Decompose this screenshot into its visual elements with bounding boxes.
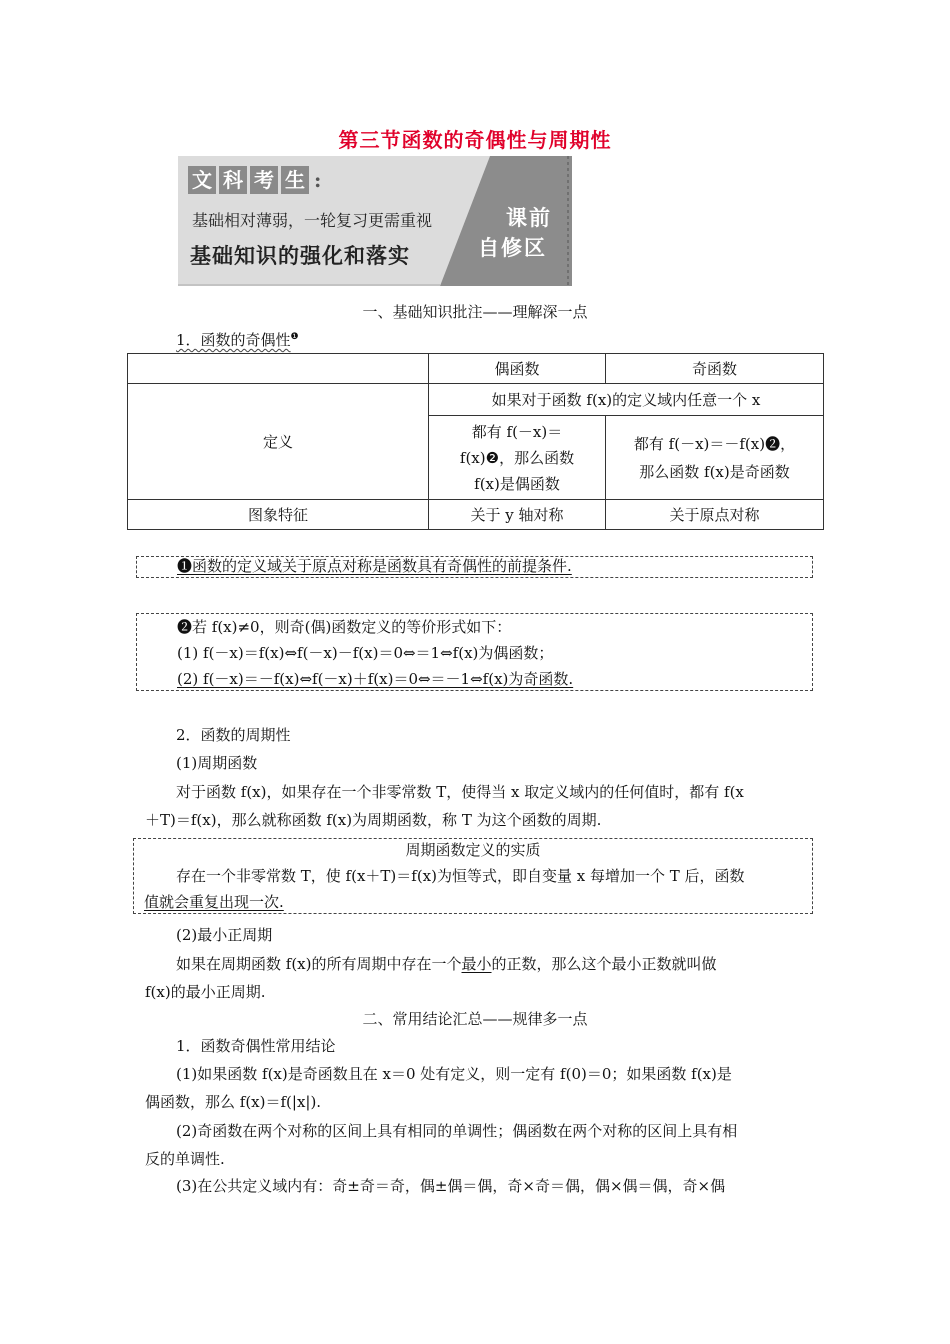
paragraph-line: (3)在公共定义域内有：奇±奇＝奇，偶±偶＝偶，奇×奇＝偶，偶×偶＝偶，奇×偶 <box>176 1177 726 1195</box>
paragraph-line <box>176 953 717 975</box>
paragraph-line: 对于函数 f(x)，如果存在一个非零常数 T，使得当 x 取定义域内的任何值时，都有 f(x <box>176 783 744 801</box>
tag-char: 文 <box>188 166 216 194</box>
even-graph: 关于 y 轴对称 <box>429 500 606 530</box>
footnote-marker: ❶ <box>290 332 299 342</box>
tag-colon: : <box>314 168 322 192</box>
parity-table <box>127 353 824 530</box>
banner-label-top: 课前 <box>506 206 552 230</box>
note-1-text: ❶函数的定义域关于原点对称是函数具有奇偶性的前提条件. <box>177 557 572 575</box>
item-heading-parity <box>176 326 299 351</box>
note-box-3 <box>133 838 813 914</box>
section-heading-1: 一、基础知识批注——理解深一点 <box>362 303 588 321</box>
paragraph-line: 偶函数，那么 f(x)＝f(|x|). <box>145 1093 322 1111</box>
paragraph-line: (1)如果函数 f(x)是奇函数且在 x＝0 处有定义，则一定有 f(0)＝0；如果函数 f(x)是 <box>176 1065 732 1083</box>
paragraph-line: ＋T)＝f(x)，那么就称函数 f(x)为周期函数，称 T 为这个函数的周期. <box>145 811 602 829</box>
subheading-periodic: (1)周期函数 <box>176 754 258 772</box>
banner-subtitle: 基础相对薄弱，一轮复习更需重视 <box>192 211 433 230</box>
odd-graph: 关于原点对称 <box>606 500 824 530</box>
even-definition <box>429 416 606 500</box>
header-even: 偶函数 <box>429 354 606 384</box>
box-3-title: 周期函数定义的实质 <box>405 841 541 859</box>
box-3-line: 存在一个非零常数 T，使 f(x＋T)＝f(x)为恒等式，即自变量 x 每增加一个 T 后，函数 <box>176 867 745 885</box>
banner-headline: 基础知识的强化和落实 <box>190 244 410 268</box>
even-def-line: f(x)是偶函数 <box>474 474 560 493</box>
definition-common: 如果对于函数 f(x)的定义域内任意一个 x <box>429 384 824 416</box>
paragraph-line: 反的单调性. <box>145 1150 225 1168</box>
text-run-underlined: 最小 <box>461 955 492 973</box>
paragraph-line: f(x)的最小正周期. <box>145 983 266 1001</box>
subheading-min-period: (2)最小正周期 <box>176 926 273 944</box>
item-heading-period: 2．函数的周期性 <box>176 726 291 744</box>
text-run: 如果在周期函数 f(x)的所有周期中存在一个 <box>176 955 462 973</box>
item-heading-conclusions: 1．函数奇偶性常用结论 <box>176 1037 336 1055</box>
odd-definition <box>606 416 824 500</box>
paragraph-line: (2)奇函数在两个对称的区间上具有相同的单调性；偶函数在两个对称的区间上具有相 <box>176 1122 738 1140</box>
note-2-line: ❷若 f(x)≠0，则奇(偶)函数定义的等价形式如下： <box>177 618 512 636</box>
note-2-line: (2) f(－x)＝－f(x)⇔f(－x)＋f(x)＝0⇔＝－1⇔f(x)为奇函数. <box>177 670 574 688</box>
tag-char: 考 <box>250 166 278 194</box>
note-2-line: (1) f(－x)＝f(x)⇔f(－x)－f(x)＝0⇔＝1⇔f(x)为偶函数； <box>177 644 554 662</box>
tag-char: 生 <box>281 166 309 194</box>
even-def-line: f(x)❷，那么函数 <box>459 448 575 467</box>
box-3-line: 值就会重复出现一次. <box>144 893 284 911</box>
header-odd: 奇函数 <box>606 354 824 384</box>
tag-char: 科 <box>219 166 247 194</box>
banner-label-bottom: 自修区 <box>478 236 547 260</box>
table-corner-cell <box>128 354 429 384</box>
section-banner <box>178 156 572 286</box>
odd-def-line: 那么函数 f(x)是奇函数 <box>639 462 790 481</box>
page-title: 第三节函数的奇偶性与周期性 <box>338 128 612 152</box>
definition-label: 定义 <box>128 384 429 500</box>
odd-def-line: 都有 f(－x)＝－f(x)❷， <box>633 434 796 453</box>
section-heading-2: 二、常用结论汇总——规律多一点 <box>362 1010 588 1028</box>
note-box-1 <box>136 556 813 578</box>
text-run: 的正数，那么这个最小正数就叫做 <box>491 955 717 973</box>
item-heading-text: 1．函数的奇偶性 <box>176 331 291 349</box>
audience-tag <box>188 166 321 194</box>
graph-label: 图象特征 <box>128 500 429 530</box>
note-box-2 <box>136 613 813 691</box>
even-def-line: 都有 f(－x)＝ <box>471 422 563 441</box>
